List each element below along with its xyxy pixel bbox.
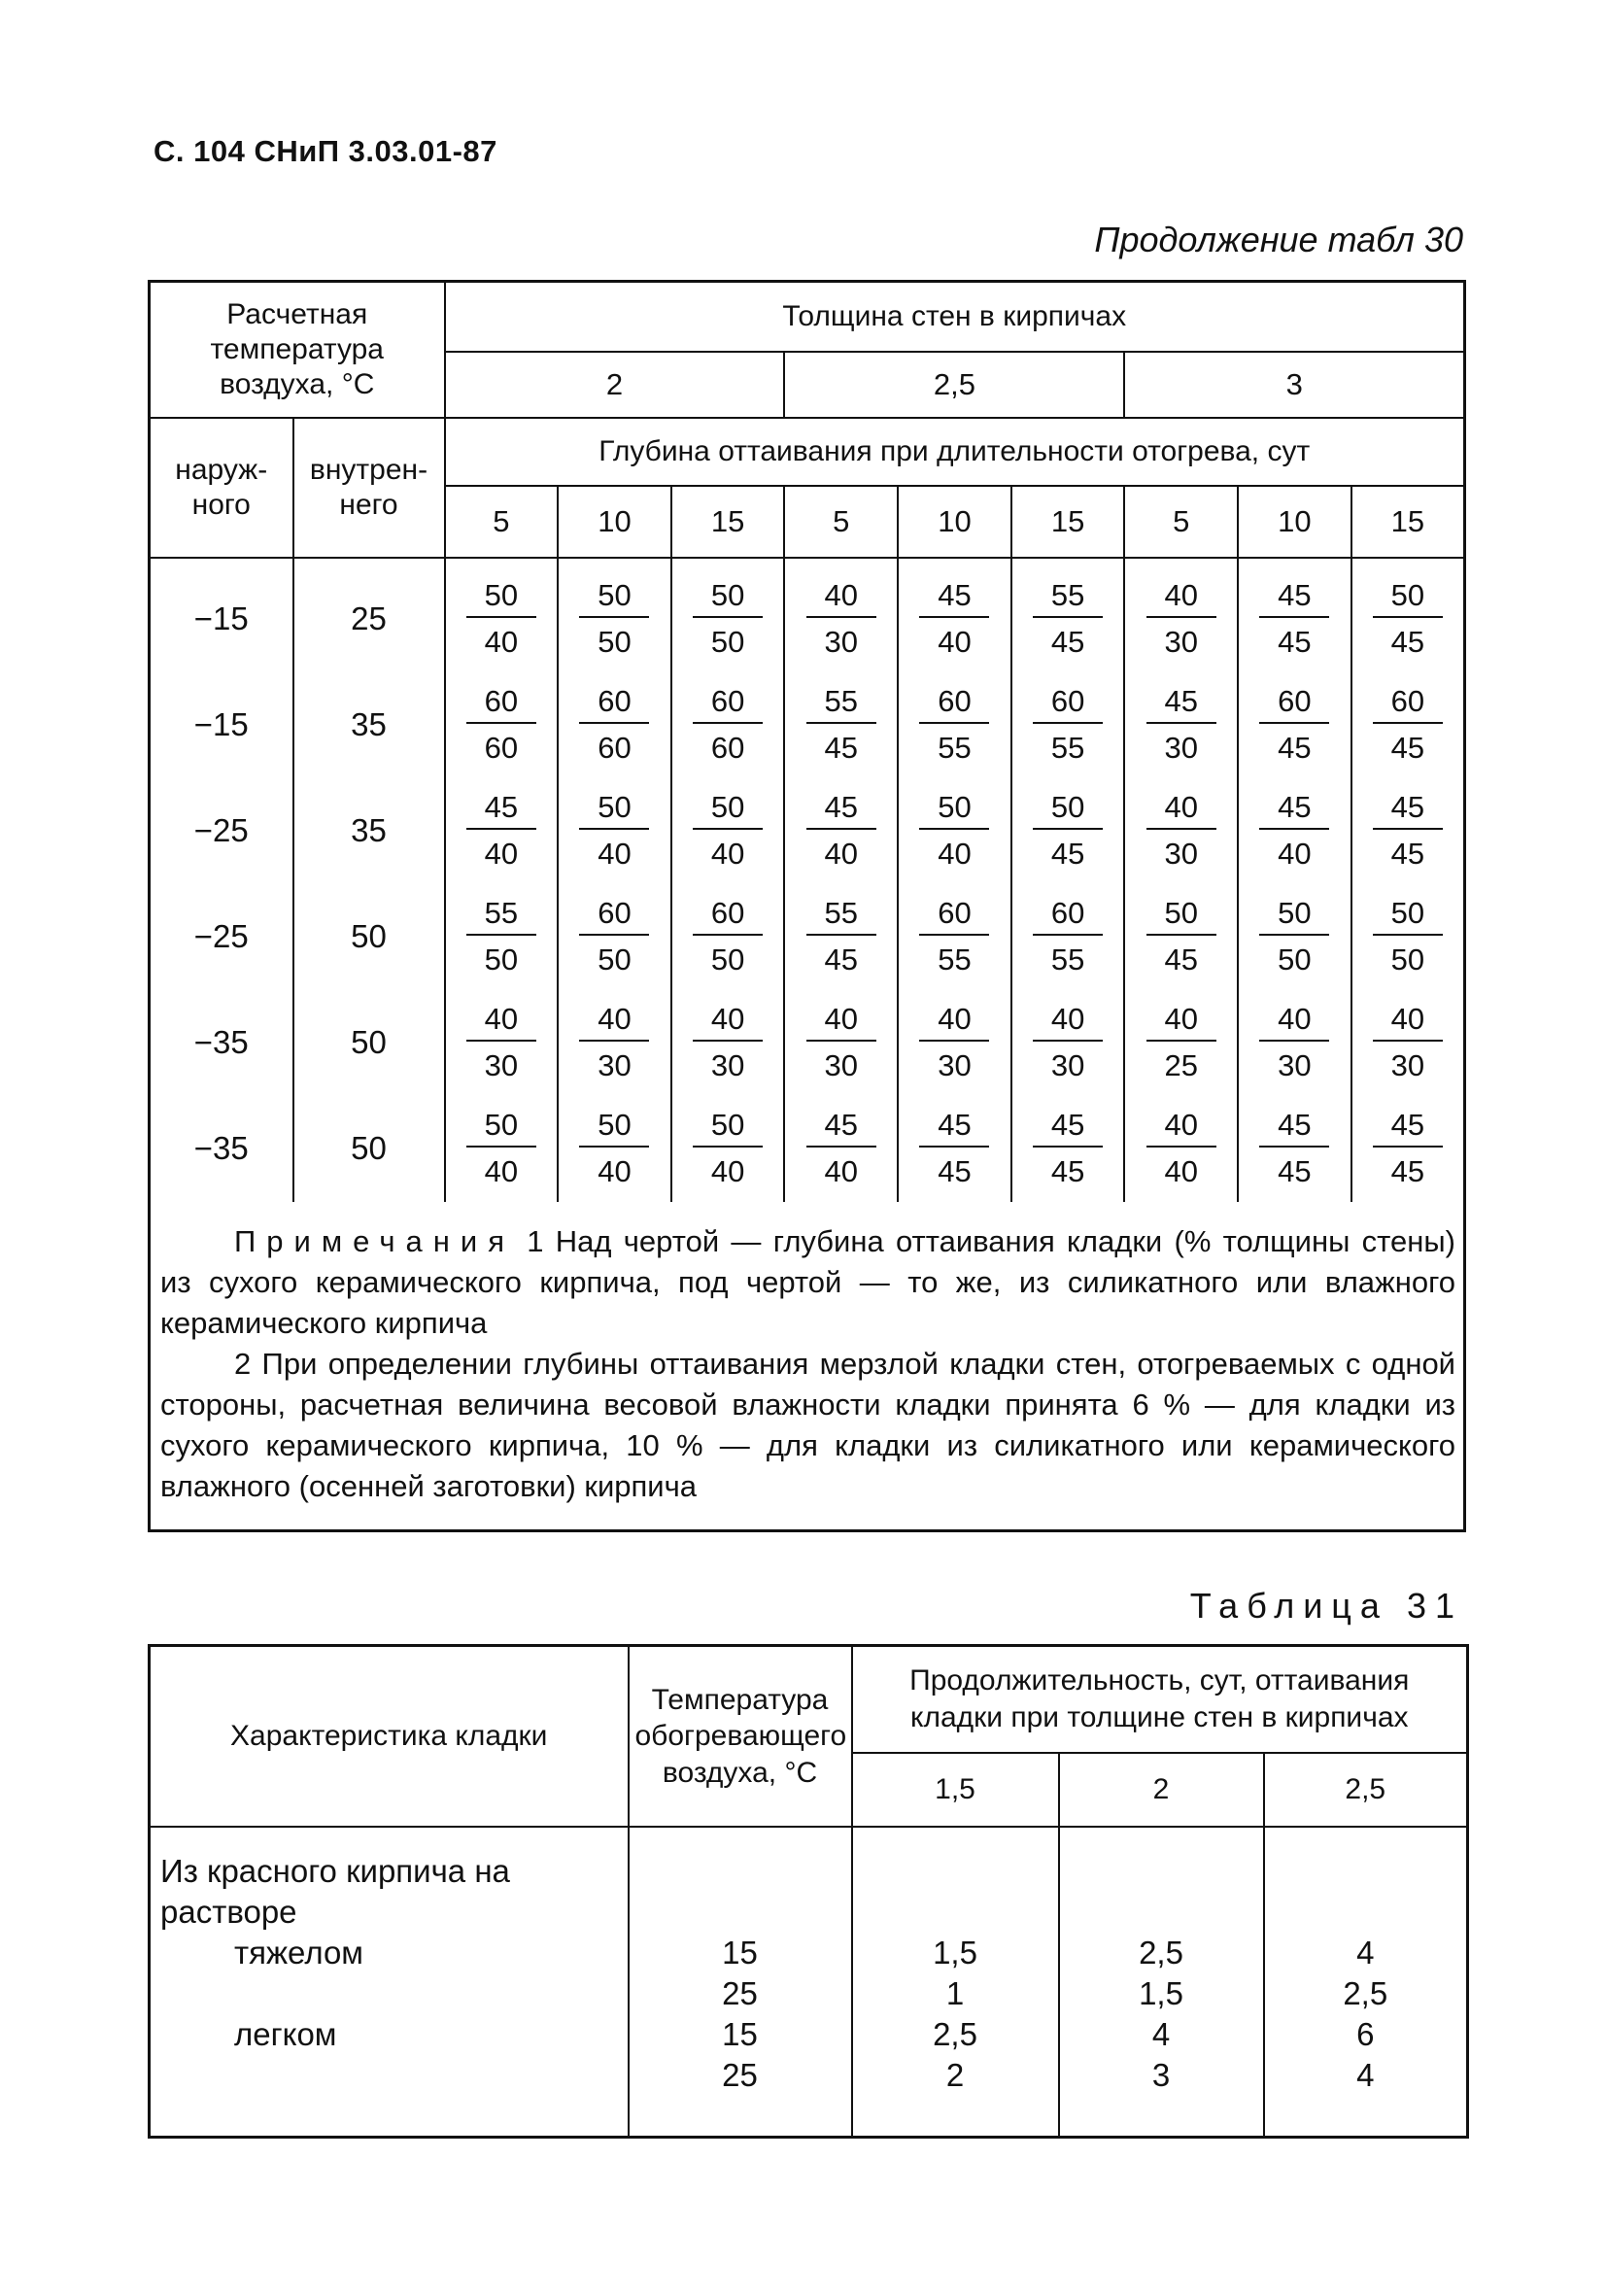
depth-fraction [558, 778, 671, 884]
depth-wet: 45 [1278, 730, 1312, 765]
depth-fraction [671, 672, 785, 778]
mortar-heavy: тяжелом [234, 1934, 363, 1970]
depth-dry: 45 [1033, 1105, 1103, 1147]
depth-wet: 50 [598, 624, 632, 659]
thickness-value: 2,5 [784, 352, 1124, 418]
depth-fraction [445, 558, 559, 672]
duration-days: 15 [1351, 486, 1465, 558]
outer-temp: −25 [150, 884, 293, 990]
inner-temp: 50 [293, 1096, 445, 1202]
depth-dry: 60 [919, 681, 989, 723]
duration-value: 6 [1356, 2015, 1375, 2052]
depth-wet: 40 [598, 836, 632, 871]
depth-fraction [1351, 778, 1465, 884]
depth-fraction [1011, 558, 1125, 672]
depth-dry: 40 [466, 999, 536, 1041]
depth-dry: 50 [1373, 893, 1443, 935]
duration-days: 5 [1124, 486, 1238, 558]
depth-wet: 40 [484, 836, 519, 871]
depth-wet: 45 [938, 1153, 972, 1188]
thickness-header: Толщина стен в кирпичах [445, 282, 1465, 352]
table-row [150, 884, 1465, 990]
depth-wet: 40 [1164, 1153, 1198, 1188]
depth-wet: 45 [1278, 624, 1312, 659]
depth-wet: 30 [1278, 1047, 1312, 1082]
depth-dry: 40 [579, 999, 649, 1041]
duration-value: 2 [945, 2056, 965, 2093]
depth-dry: 50 [579, 575, 649, 617]
temperature-cell [629, 1827, 852, 2138]
depth-fraction [558, 990, 671, 1096]
depth-fraction [1351, 1096, 1465, 1202]
depth-fraction [1011, 778, 1125, 884]
temp-value: 25 [722, 2056, 758, 2093]
depth-wet: 45 [1050, 624, 1085, 659]
table31-caption: Таблица 31 [1189, 1586, 1463, 1626]
temp-header: Расчетная температура воздуха, °С [150, 282, 445, 418]
depth-dry: 60 [1373, 681, 1443, 723]
mortar-light: легком [234, 2015, 337, 2052]
duration-value: 2,5 [933, 2015, 977, 2052]
depth-fraction [1124, 1096, 1238, 1202]
depth-fraction [671, 1096, 785, 1202]
depth-wet: 45 [1390, 1153, 1425, 1188]
depth-wet: 30 [1050, 1047, 1085, 1082]
depth-dry: 60 [579, 681, 649, 723]
depth-fraction [784, 778, 898, 884]
depth-wet: 40 [938, 624, 972, 659]
depth-wet: 30 [824, 1047, 859, 1082]
depth-dry: 45 [1373, 787, 1443, 829]
depth-wet: 30 [598, 1047, 632, 1082]
depth-dry: 40 [1033, 999, 1103, 1041]
duration-days: 10 [1238, 486, 1351, 558]
notes-block [150, 1202, 1465, 1531]
duration-header: Продолжительность, сут, оттаивания кладки при толщине стен в кирпичах [852, 1646, 1468, 1753]
depth-fraction [445, 778, 559, 884]
depth-wet: 30 [1164, 624, 1198, 659]
depth-dry: 55 [806, 893, 876, 935]
duration-value: 3 [1151, 2056, 1171, 2093]
outer-temp: −15 [150, 558, 293, 672]
depth-wet: 40 [824, 1153, 859, 1188]
depth-dry: 50 [693, 787, 763, 829]
depth-wet: 50 [1390, 942, 1425, 977]
depth-dry: 60 [1259, 681, 1329, 723]
outer-temp: −35 [150, 990, 293, 1096]
characteristic-header: Характеристика кладки [150, 1646, 629, 1827]
depth-wet: 40 [484, 1153, 519, 1188]
table-row [150, 672, 1465, 778]
thickness-value: 2 [445, 352, 785, 418]
depth-dry: 50 [919, 787, 989, 829]
depth-fraction [898, 884, 1011, 990]
depth-wet: 60 [598, 730, 632, 765]
depth-wet: 30 [1164, 730, 1198, 765]
depth-wet: 60 [484, 730, 519, 765]
temp-value: 15 [722, 1934, 758, 1970]
depth-fraction [1124, 558, 1238, 672]
depth-wet: 40 [824, 836, 859, 871]
depth-dry: 60 [919, 893, 989, 935]
inner-temp: 35 [293, 672, 445, 778]
depth-wet: 45 [1390, 730, 1425, 765]
thickness-value: 2 [1059, 1753, 1264, 1827]
depth-wet: 30 [1390, 1047, 1425, 1082]
depth-dry: 50 [1146, 893, 1216, 935]
depth-dry: 45 [466, 787, 536, 829]
depth-dry: 60 [693, 893, 763, 935]
duration-days: 10 [898, 486, 1011, 558]
duration-value: 4 [1151, 2015, 1171, 2052]
depth-wet: 45 [1278, 1153, 1312, 1188]
depth-wet: 45 [824, 730, 859, 765]
outer-temp: −15 [150, 672, 293, 778]
depth-dry: 60 [693, 681, 763, 723]
depth-dry: 40 [693, 999, 763, 1041]
depth-dry: 50 [1033, 787, 1103, 829]
depth-fraction [558, 558, 671, 672]
depth-wet: 50 [710, 624, 745, 659]
depth-dry: 60 [466, 681, 536, 723]
table-row [150, 778, 1465, 884]
depth-dry: 40 [806, 999, 876, 1041]
note-1 [160, 1221, 1455, 1344]
depth-fraction [1238, 672, 1351, 778]
depth-fraction [1238, 1096, 1351, 1202]
depth-dry: 60 [1033, 681, 1103, 723]
depth-dry: 50 [693, 1105, 763, 1147]
depth-dry: 45 [1259, 575, 1329, 617]
depth-dry: 45 [919, 575, 989, 617]
duration-value: 2,5 [1343, 1974, 1388, 2011]
temp-value: 25 [722, 1974, 758, 2011]
depth-dry: 45 [919, 1105, 989, 1147]
depth-wet: 45 [1390, 836, 1425, 871]
inner-temp: 50 [293, 884, 445, 990]
depth-dry: 55 [466, 893, 536, 935]
table-row [150, 990, 1465, 1096]
depth-wet: 50 [1278, 942, 1312, 977]
depth-wet: 55 [1050, 730, 1085, 765]
duration-value: 2,5 [1139, 1934, 1183, 1970]
depth-fraction [671, 778, 785, 884]
depth-wet: 30 [938, 1047, 972, 1082]
depth-dry: 50 [1259, 893, 1329, 935]
depth-fraction [1238, 778, 1351, 884]
depth-header: Глубина оттаивания при длительности отогрева, сут [445, 418, 1465, 486]
depth-wet: 40 [1278, 836, 1312, 871]
depth-fraction [784, 990, 898, 1096]
depth-fraction [445, 990, 559, 1096]
depth-wet: 40 [710, 836, 745, 871]
depth-fraction [1238, 558, 1351, 672]
depth-fraction [558, 884, 671, 990]
duration-days: 10 [558, 486, 671, 558]
depth-dry: 40 [1146, 999, 1216, 1041]
depth-dry: 40 [806, 575, 876, 617]
depth-wet: 60 [710, 730, 745, 765]
inner-temp-header: внутрен- него [293, 418, 445, 558]
depth-fraction [1011, 672, 1125, 778]
duration-days: 5 [445, 486, 559, 558]
depth-fraction [1124, 990, 1238, 1096]
depth-wet: 25 [1164, 1047, 1198, 1082]
depth-dry: 40 [1373, 999, 1443, 1041]
depth-wet: 55 [938, 730, 972, 765]
duration-days: 15 [671, 486, 785, 558]
depth-dry: 50 [466, 1105, 536, 1147]
duration-cell [1059, 1827, 1264, 2138]
depth-fraction [671, 558, 785, 672]
depth-dry: 50 [579, 1105, 649, 1147]
table-31 [148, 1644, 1469, 2139]
duration-value: 4 [1356, 1934, 1375, 1970]
depth-dry: 40 [1146, 575, 1216, 617]
depth-fraction [1124, 884, 1238, 990]
depth-wet: 45 [1390, 624, 1425, 659]
depth-wet: 40 [598, 1153, 632, 1188]
duration-days: 5 [784, 486, 898, 558]
depth-wet: 45 [1050, 836, 1085, 871]
duration-value: 4 [1356, 2056, 1375, 2093]
duration-value: 1,5 [1139, 1974, 1183, 2011]
depth-fraction [1011, 1096, 1125, 1202]
depth-wet: 45 [1164, 942, 1198, 977]
depth-wet: 55 [1050, 942, 1085, 977]
depth-dry: 45 [1373, 1105, 1443, 1147]
depth-wet: 45 [1050, 1153, 1085, 1188]
table-row [150, 1096, 1465, 1202]
depth-wet: 30 [484, 1047, 519, 1082]
depth-fraction [445, 884, 559, 990]
depth-fraction [784, 558, 898, 672]
depth-fraction [558, 1096, 671, 1202]
depth-fraction [898, 990, 1011, 1096]
duration-days: 15 [1011, 486, 1125, 558]
depth-wet: 50 [484, 942, 519, 977]
depth-fraction [445, 1096, 559, 1202]
thickness-value: 3 [1124, 352, 1464, 418]
outer-temp: −35 [150, 1096, 293, 1202]
depth-fraction [671, 884, 785, 990]
depth-dry: 45 [1259, 787, 1329, 829]
temp-value: 15 [722, 2015, 758, 2052]
note-1-text: 1 Над чертой — глубина оттаивания кладки (% толщины стены) из сухого керамического кирпича, под чертой — то же, из силикатного или влажного керамического кирпича [160, 1223, 1455, 1340]
depth-dry: 40 [1259, 999, 1329, 1041]
depth-wet: 40 [938, 836, 972, 871]
thickness-value: 1,5 [852, 1753, 1059, 1827]
depth-fraction [1238, 884, 1351, 990]
depth-fraction [445, 672, 559, 778]
depth-fraction [898, 1096, 1011, 1202]
depth-wet: 50 [710, 942, 745, 977]
characteristic-cell [150, 1827, 629, 2138]
depth-wet: 30 [1164, 836, 1198, 871]
depth-fraction [898, 672, 1011, 778]
depth-wet: 50 [598, 942, 632, 977]
depth-dry: 55 [806, 681, 876, 723]
depth-fraction [1011, 990, 1125, 1096]
duration-cell [852, 1827, 1059, 2138]
depth-fraction [1351, 990, 1465, 1096]
depth-dry: 50 [466, 575, 536, 617]
depth-fraction [558, 672, 671, 778]
depth-fraction [784, 1096, 898, 1202]
notes-label: Примечания [234, 1223, 515, 1258]
duration-value: 1 [945, 1974, 965, 2011]
outer-temp-header: наруж- ного [150, 418, 293, 558]
depth-dry: 55 [1033, 575, 1103, 617]
depth-wet: 30 [710, 1047, 745, 1082]
page-header: С. 104 СНиП 3.03.01-87 [154, 134, 497, 168]
depth-wet: 55 [938, 942, 972, 977]
depth-dry: 40 [1146, 787, 1216, 829]
depth-dry: 60 [579, 893, 649, 935]
depth-dry: 45 [1259, 1105, 1329, 1147]
depth-dry: 40 [1146, 1105, 1216, 1147]
depth-fraction [1124, 778, 1238, 884]
depth-fraction [784, 672, 898, 778]
depth-fraction [1238, 990, 1351, 1096]
thickness-value: 2,5 [1264, 1753, 1468, 1827]
depth-wet: 30 [824, 624, 859, 659]
inner-temp: 25 [293, 558, 445, 672]
depth-wet: 40 [710, 1153, 745, 1188]
depth-dry: 45 [806, 787, 876, 829]
depth-fraction [898, 558, 1011, 672]
duration-value: 1,5 [933, 1934, 977, 1970]
depth-fraction [1351, 672, 1465, 778]
depth-fraction [898, 778, 1011, 884]
duration-cell [1264, 1827, 1468, 2138]
table-30 [148, 280, 1466, 1532]
table30-caption: Продолжение табл 30 [1094, 220, 1463, 259]
depth-fraction [1011, 884, 1125, 990]
depth-fraction [1124, 672, 1238, 778]
group-label: Из красного кирпича на растворе [160, 1852, 510, 1930]
depth-wet: 40 [484, 624, 519, 659]
depth-dry: 50 [579, 787, 649, 829]
inner-temp: 35 [293, 778, 445, 884]
depth-dry: 50 [1373, 575, 1443, 617]
inner-temp: 50 [293, 990, 445, 1096]
outer-temp: −25 [150, 778, 293, 884]
depth-dry: 45 [806, 1105, 876, 1147]
depth-fraction [784, 884, 898, 990]
depth-dry: 45 [1146, 681, 1216, 723]
depth-dry: 40 [919, 999, 989, 1041]
note-2: 2 При определении глубины оттаивания мерзлой кладки стен, отогреваемых с одной стороны, расчетная величина весовой влажности кладки принята 6 % — для кладки из сухого керамического кирпича, 10 % — для кладки из силикатного или керамического влажного (осенней заготовки) кирпича [160, 1346, 1455, 1504]
temperature-header: Температура обогревающего воздуха, °С [629, 1646, 852, 1827]
depth-fraction [1351, 558, 1465, 672]
depth-dry: 60 [1033, 893, 1103, 935]
depth-fraction [671, 990, 785, 1096]
table-row [150, 558, 1465, 672]
depth-dry: 50 [693, 575, 763, 617]
depth-wet: 45 [824, 942, 859, 977]
depth-fraction [1351, 884, 1465, 990]
